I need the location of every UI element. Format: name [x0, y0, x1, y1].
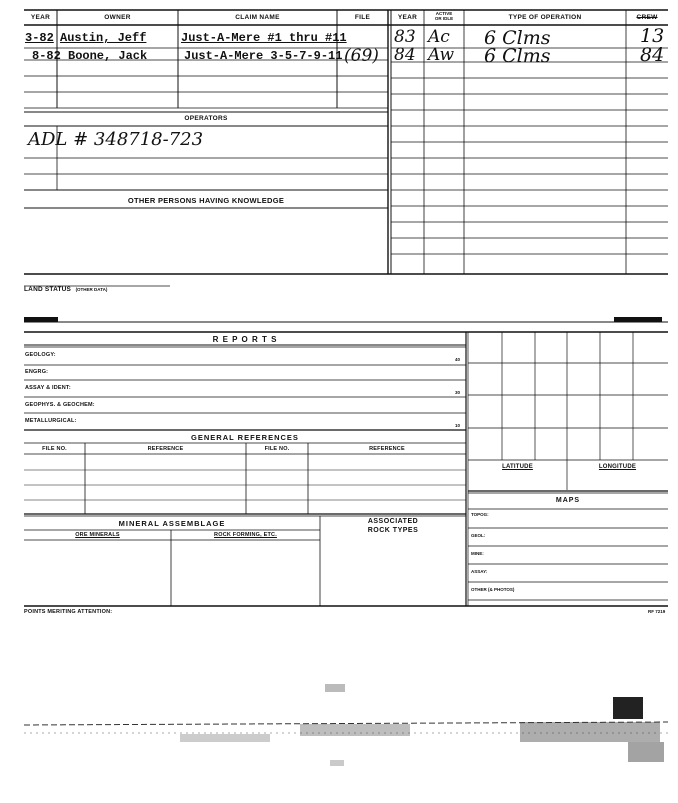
- row2-active: Aw: [428, 45, 455, 65]
- header-year: YEAR: [30, 14, 51, 21]
- report-metallurgical-label: METALLURGICAL:: [25, 418, 77, 424]
- points-meriting-attention: POINTS MERITING ATTENTION:: [24, 609, 113, 615]
- rock-types-label: ROCK TYPES: [367, 527, 419, 534]
- header-type-of-operation: TYPE OF OPERATION: [508, 14, 582, 21]
- reports-title: R E P O R T S: [212, 335, 278, 344]
- ore-minerals-label: ORE MINERALS: [75, 532, 120, 538]
- header-active-or-idle: [424, 11, 464, 21]
- maps-mine: MINE:: [471, 551, 484, 556]
- gr-header-file-no-2: FILE NO.: [264, 446, 290, 452]
- report-geology-num: 40: [455, 357, 461, 362]
- report-metallurgical-num: 10: [455, 423, 461, 428]
- other-persons-title: OTHER PERSONS HAVING KNOWLEDGE: [127, 196, 285, 205]
- row2-op-year: 84: [394, 45, 416, 65]
- gr-header-reference-2: REFERENCE: [369, 446, 405, 452]
- associated-line: ASSOCIATED: [367, 518, 419, 525]
- row1-owner: Austin, Jeff: [60, 31, 147, 45]
- header-idle-line: OR IDLE: [434, 16, 454, 21]
- row1-operation: 6 Clms: [484, 27, 551, 49]
- maps-title: MAPS: [555, 497, 581, 504]
- maps-topog: TOPOG:: [471, 512, 489, 517]
- report-assay-num: 30: [455, 390, 461, 395]
- row1-year: 3-82: [25, 31, 54, 45]
- report-geophys-label: GEOPHYS. & GEOCHEM:: [25, 402, 95, 408]
- operators-entry: ADL # 348718-723: [28, 129, 204, 150]
- form-code: RF 7219: [648, 609, 666, 614]
- longitude-label: LONGITUDE: [598, 464, 637, 470]
- land-status-text: LAND STATUS: [24, 286, 72, 293]
- black-square-mark: [613, 697, 643, 719]
- header-crew: CREW: [636, 14, 658, 21]
- header-active-line: ACTIVE: [435, 11, 453, 16]
- row1-crew: 13: [640, 25, 665, 47]
- operators-title: OPERATORS: [184, 115, 228, 122]
- header-year-2: YEAR: [397, 14, 418, 21]
- row2-year: 8-82: [32, 49, 61, 63]
- maps-assay: ASSAY:: [471, 569, 488, 574]
- header-file: FILE: [354, 14, 371, 21]
- gr-header-reference-1: REFERENCE: [147, 446, 184, 452]
- row2-operation: 6 Clms: [484, 45, 551, 67]
- row2-file: (69): [344, 46, 379, 66]
- report-engrg-label: ENGRG:: [25, 369, 49, 375]
- row2-owner: Boone, Jack: [68, 49, 148, 63]
- dark-bar-left: [24, 317, 58, 322]
- land-status-label: [24, 278, 107, 296]
- row2-claim-name: Just-A-Mere 3-5-7-9-11: [184, 49, 343, 63]
- maps-other-photos: OTHER (& PHOTOS): [471, 587, 515, 592]
- header-owner: OWNER: [104, 14, 131, 21]
- associated-rock-types-label: [320, 518, 466, 525]
- report-assay-label: ASSAY & IDENT:: [25, 385, 71, 391]
- mineral-assemblage-title: MINERAL ASSEMBLAGE: [118, 519, 226, 528]
- row1-op-year: 83: [394, 27, 416, 47]
- maps-geol: GEOL:: [471, 533, 486, 538]
- row2-crew: 84: [640, 44, 665, 66]
- land-status-sub: (OTHER DATA): [75, 287, 108, 292]
- gr-header-file-no-1: FILE NO.: [42, 446, 67, 452]
- rock-forming-label: ROCK FORMING, ETC.: [214, 532, 277, 538]
- report-geology-label: GEOLOGY:: [25, 352, 56, 358]
- latitude-label: LATITUDE: [502, 464, 533, 470]
- dark-bar-right: [614, 317, 662, 322]
- row1-claim-name: Just-A-Mere #1 thru #11: [181, 31, 347, 45]
- header-claim-name: CLAIM NAME: [235, 14, 280, 21]
- general-references-title: GENERAL REFERENCES: [191, 433, 299, 442]
- row1-active: Ac: [428, 27, 450, 47]
